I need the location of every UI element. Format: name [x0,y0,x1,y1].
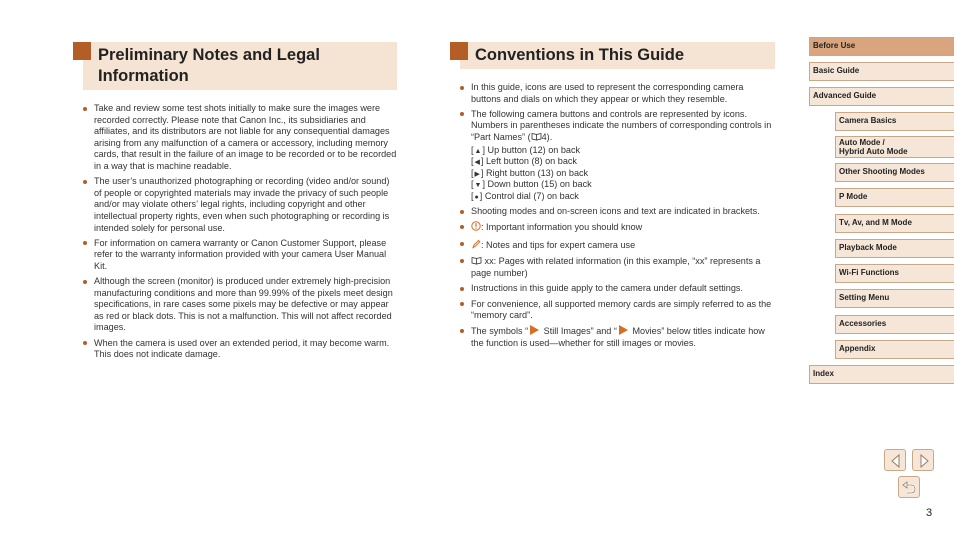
book-icon [531,132,542,145]
control-dial: [●] Control dial (7) on back [471,190,579,201]
list-item [460,325,775,349]
item-text: : Notes and tips for expert camera use [481,239,636,250]
heading-line-1: Preliminary Notes and Legal [98,46,320,64]
list-item: When the camera is used over an extended period, it may become warm. This does not indicate damage. [83,338,397,361]
pencil-icon [471,239,481,253]
sidebar-item-advanced-guide[interactable]: Advanced Guide [809,87,954,106]
still-images-icon [530,325,539,335]
sidebar-item-tv-av-m-mode[interactable]: Tv, Av, and M Mode [835,214,954,233]
return-button[interactable] [898,476,920,498]
list-item: In this guide, icons are used to represent the corresponding camera buttons and dials on which they appear or which they resemble. [460,82,775,105]
control-right: [▶] Right button (13) on back [471,167,589,178]
down-button-icon: ▼ [474,182,482,190]
control-dial-icon: ● [474,193,479,201]
legal-heading-wrap [73,42,397,90]
sidebar-item-p-mode[interactable]: P Mode [835,188,954,207]
list-item [460,221,775,235]
section-heading [460,42,775,69]
sidebar-item-label: Auto Mode / [839,138,885,147]
section-heading [83,42,397,90]
sidebar-item-playback-mode[interactable]: Playback Mode [835,239,954,258]
control-label: Up button (12) on back [487,144,581,155]
list-item: Instructions in this guide apply to the camera under default settings. [460,283,775,295]
list-item: For convenience, all supported memory cards are simply referred to as the “memory card”. [460,299,775,322]
list-item: Take and review some test shots initially to make sure the images were recorded correctly. Please note that Canon Inc., its subsidiaries and affiliates, and its distributors are not liable for any consequential damages arising from any malfunction of a camera or accessory, including memory cards, that result in the failure of an image to be recorded or to be recorded in a way that is machine readable. [83,103,397,173]
arrow-left-icon [885,450,907,472]
sidebar-item-basic-guide[interactable]: Basic Guide [809,62,954,81]
sidebar-item-before-use[interactable]: Before Use [809,37,954,56]
book-icon [471,256,482,269]
left-button-icon: ◀ [474,159,480,167]
conventions-section [450,38,775,353]
list-item: Although the screen (monitor) is produced under extremely high-precision manufacturing conditions and more than 99.99% of the pixels meet design specifications, in rare cases some pixels may be defective or may appear as red or black dots. This is not a malfunction. This will not affect recorded images. [83,276,397,334]
control-label: Left button (8) on back [485,156,577,167]
control-label: Control dial (7) on back [484,190,579,201]
heading-line-1: Conventions in This Guide [475,46,685,64]
list-item: Shooting modes and on-screen icons and text are indicated in brackets. [460,206,775,218]
sidebar-item-index[interactable]: Index [809,365,954,384]
item-text: The symbols “ [471,326,529,337]
legal-notes-list [73,103,397,361]
page-ref-link[interactable]: 4). [541,131,553,142]
sidebar-item-setting-menu[interactable]: Setting Menu [835,289,954,308]
list-item [460,256,775,280]
sidebar-item-appendix[interactable]: Appendix [835,340,954,359]
control-label: Down button (15) on back [487,179,592,190]
control-label: Right button (13) on back [485,167,589,178]
control-left: [◀] Left button (8) on back [471,156,577,167]
next-page-button[interactable] [912,449,934,471]
movies-icon [619,325,628,335]
conventions-list [450,82,775,350]
sidebar-item-auto-mode[interactable] [835,136,954,158]
sidebar-item-label: Hybrid Auto Mode [839,147,908,156]
item-text: xx: Pages with related information (in this example, “xx” represents a page number) [471,255,761,279]
list-item [460,109,775,203]
list-item [460,239,775,253]
control-down: [▼] Down button (15) on back [471,179,592,190]
item-text: Movies” below titles indicate how the function is used—whether for still images or movies. [471,326,765,349]
legal-notes-section [73,38,397,364]
list-item: For information on camera warranty or Canon Customer Support, please refer to the warranty information provided with your camera User Manual Kit. [83,238,397,273]
list-item: The user’s unauthorized photographing or recording (video and/or sound) of people or copyrighted materials may invade the privacy of such people and/or may violate others’ legal rights, including copyright and other intellectual property rights, even when such photographing or recording is intended solely for personal use. [83,176,397,234]
item-text: Still Images” and “ [541,326,617,337]
right-button-icon: ▶ [474,170,480,178]
item-text: : Important information you should know [481,222,643,233]
page-number: 3 [926,507,933,519]
sidebar-item-accessories[interactable]: Accessories [835,315,954,334]
sidebar-item-wifi-functions[interactable]: Wi-Fi Functions [835,264,954,283]
arrow-right-icon [913,450,935,472]
sidebar-item-other-shooting-modes[interactable]: Other Shooting Modes [835,163,954,182]
heading-accent-square [450,42,468,60]
controls-intro-text: The following camera buttons and controls are represented by icons. Numbers in parentheses indicate the numbers of corresponding controls in “Part Names” ( [471,108,772,142]
return-arrow-icon [899,477,921,499]
control-up: [▲] Up button (12) on back [471,144,581,155]
important-icon [471,221,481,235]
heading-accent-square [73,42,91,60]
sidebar-item-camera-basics[interactable]: Camera Basics [835,112,954,131]
conventions-heading-wrap [450,42,775,69]
heading-line-2: Information [98,67,189,85]
previous-page-button[interactable] [884,449,906,471]
up-button-icon: ▲ [474,147,482,155]
